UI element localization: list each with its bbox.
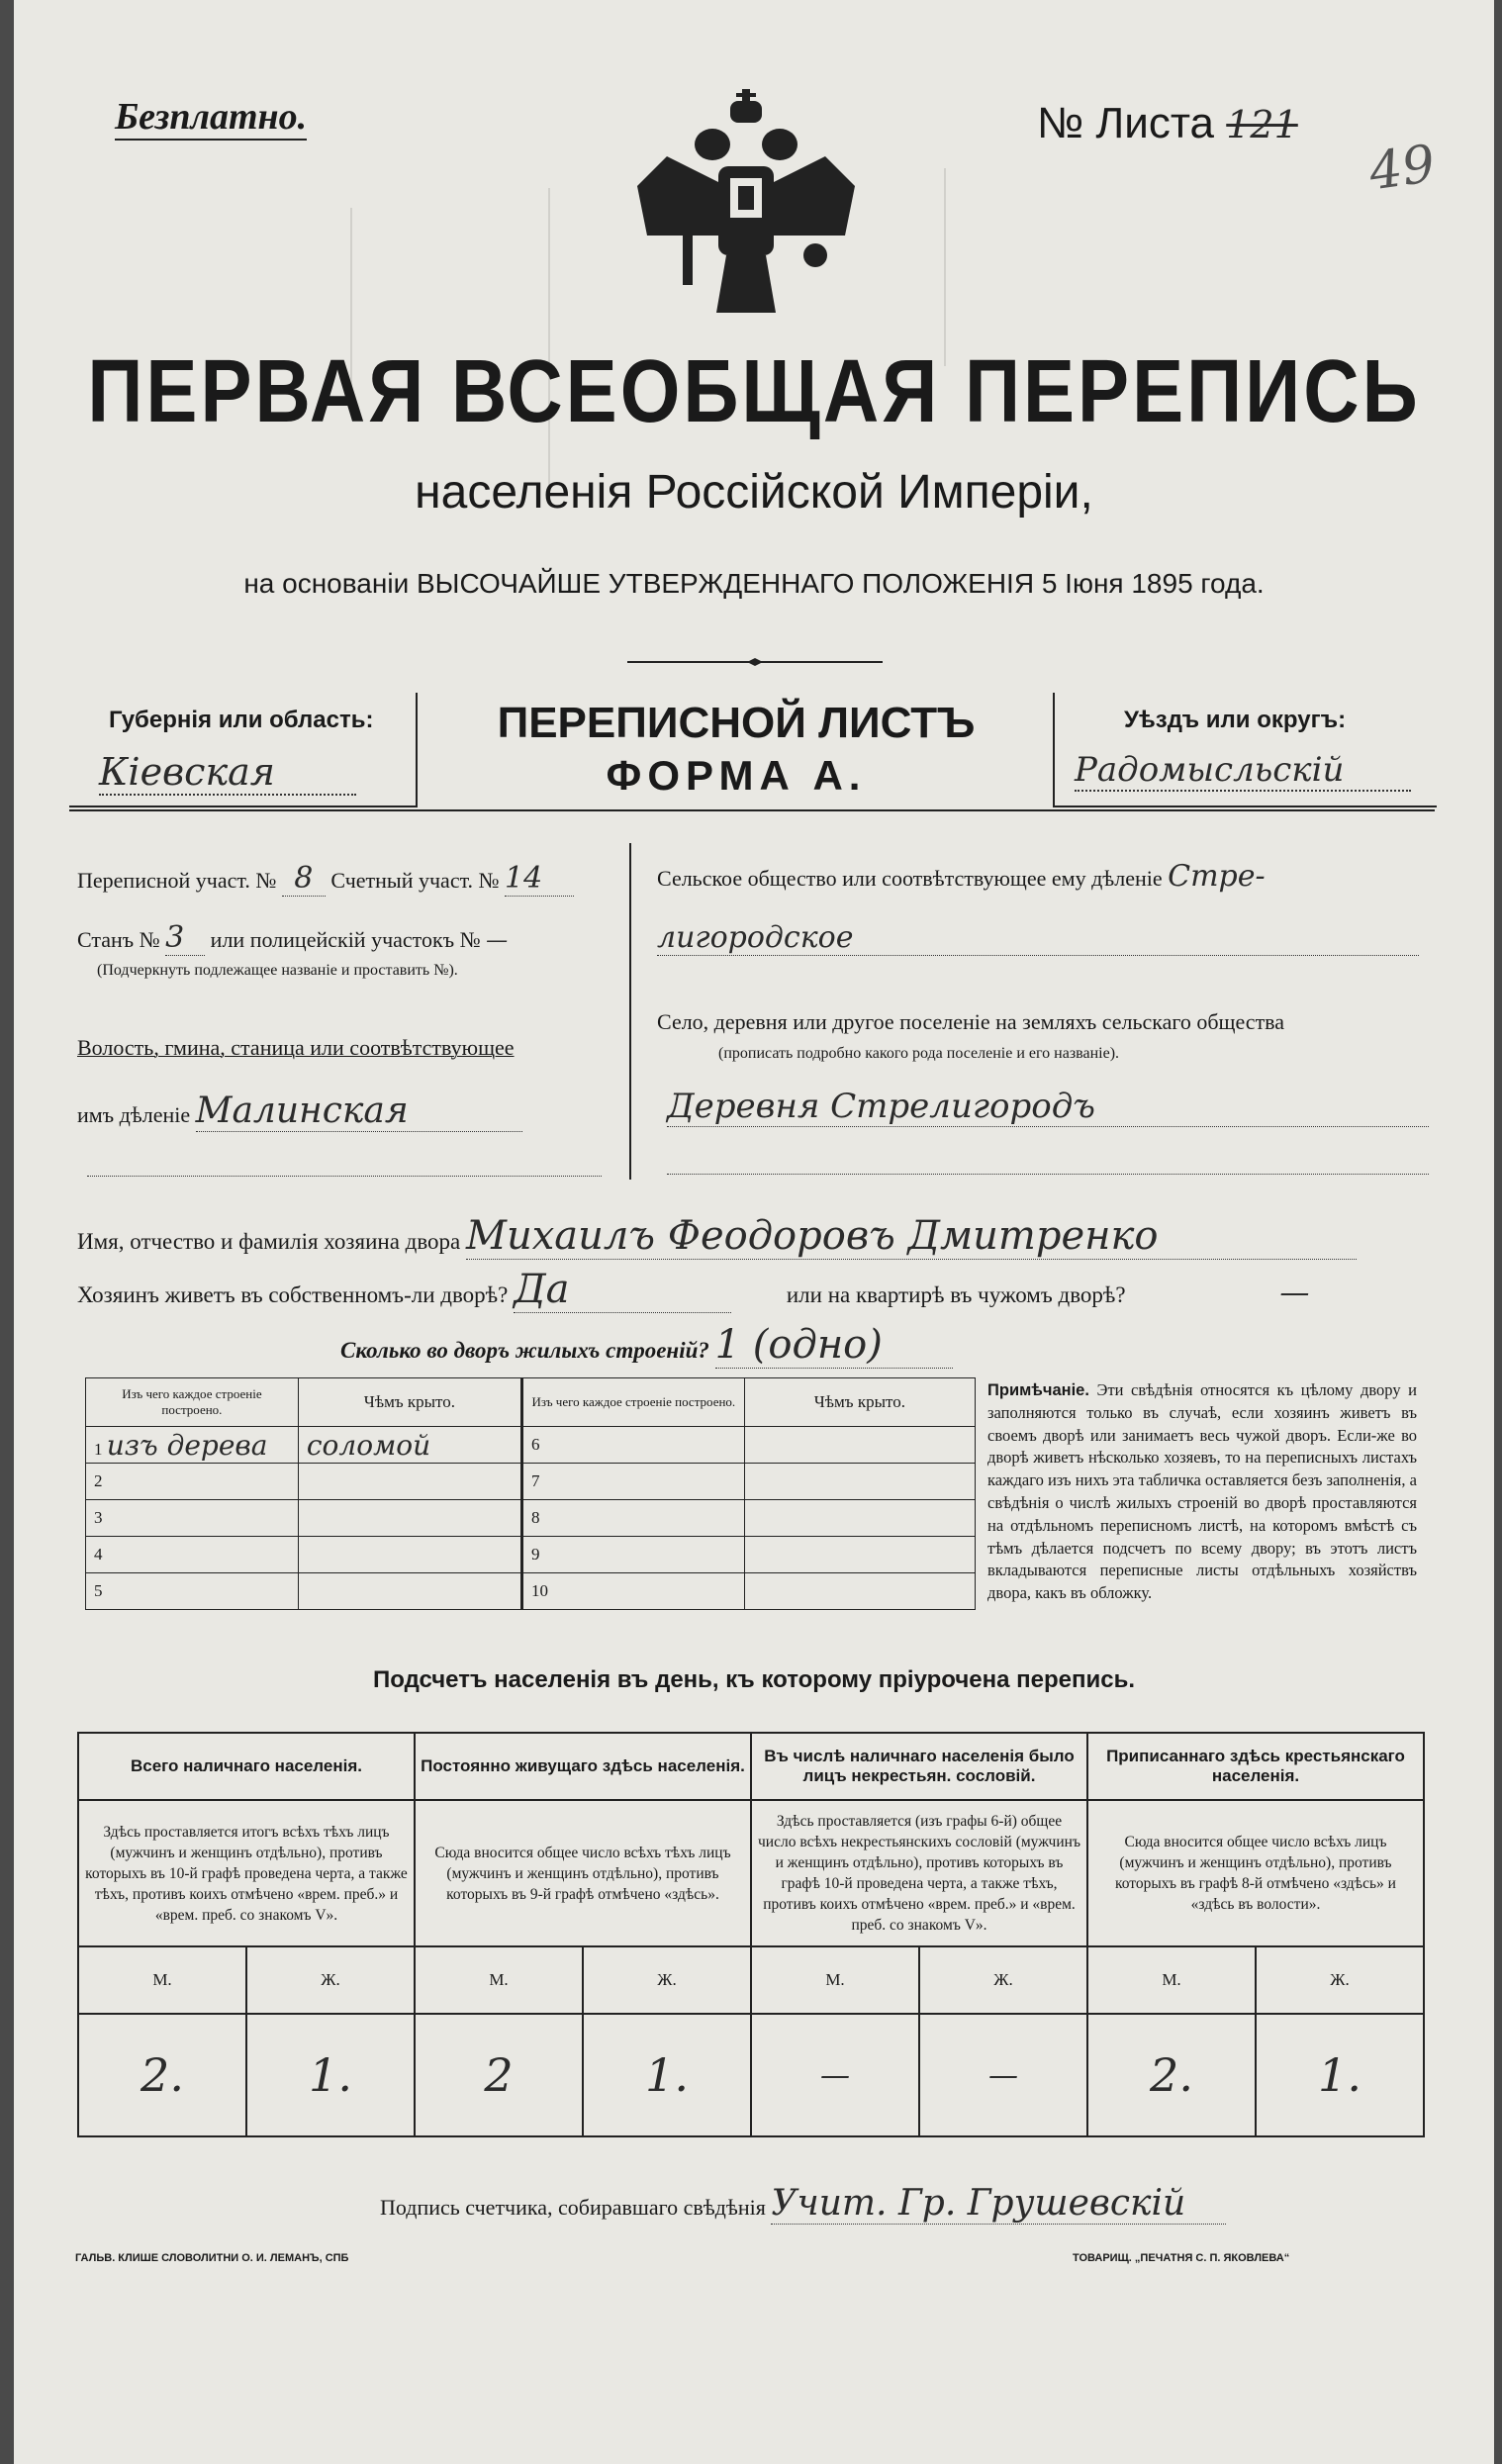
row-number: 7: [521, 1464, 744, 1500]
row-roof: [298, 1537, 521, 1573]
volost-label-1: Волость, гмина, станица или соотвѣтствующее: [77, 1035, 515, 1060]
row-roof: [744, 1573, 975, 1610]
own-yard-row: [77, 1267, 1309, 1313]
permanent-male-value: 2: [415, 2014, 583, 2136]
buildings-col-material: Изъ чего каждое строеніе построено.: [86, 1378, 299, 1427]
female-label: Ж.: [919, 1946, 1087, 2014]
buildings-count-label: Сколько во дворъ жилыхъ строеній?: [340, 1338, 709, 1363]
sheet-number: [1037, 99, 1298, 148]
group-desc-permanent: Сюда вносится общее число всѣхъ тѣхъ лицъ (мужчинъ и женщинъ отдѣльно), противъ которыхъ въ 9-й графѣ отмѣчено «здѣсь».: [415, 1800, 751, 1946]
registered-male-value: 2.: [1087, 2014, 1256, 2136]
row-number: 8: [521, 1500, 744, 1537]
present-female-value: 1.: [246, 2014, 415, 2136]
province-label: Губернія или область:: [109, 707, 374, 733]
province-box: [69, 693, 418, 807]
note-title: Примѣчаніе.: [987, 1381, 1089, 1399]
row-number: 1: [94, 1439, 103, 1459]
table-row: [86, 1573, 976, 1610]
volost-blank-line: [87, 1176, 602, 1177]
footer-right: ТОВАРИЩ. „ПЕЧАТНЯ С. П. ЯКОВЛЕВА“: [1073, 2252, 1290, 2264]
province-value: Кіевская: [99, 750, 356, 796]
buildings-count-value: 1 (одно): [715, 1322, 953, 1369]
row-roof: [298, 1464, 521, 1500]
table-row: [86, 1500, 976, 1537]
signature-value: Учит. Гр. Грушевскій: [771, 2183, 1226, 2225]
owner-name-row: [77, 1213, 1357, 1260]
group-title-permanent: Постоянно живущаго здѣсь населенія.: [415, 1733, 751, 1800]
present-male-value: 2.: [78, 2014, 246, 2136]
buildings-col-material-2: Изъ чего каждое строеніе построено.: [521, 1378, 744, 1427]
column-divider: [629, 843, 631, 1180]
row-number: 10: [521, 1573, 744, 1610]
imperial-eagle-emblem: [627, 87, 865, 325]
census-area-label: Переписной участ. №: [77, 868, 277, 893]
sheet-number-value: 121: [1226, 103, 1298, 146]
volost-value: Малинская: [196, 1090, 522, 1132]
buildings-col-roof: Чѣмъ крыто.: [298, 1378, 521, 1427]
count-area-value: 14: [505, 861, 574, 897]
buildings-col-roof-2: Чѣмъ крыто.: [744, 1378, 975, 1427]
subtitle: населенія Россійской Имперіи,: [415, 466, 1093, 519]
own-yard-label: Хозяинъ живетъ въ собственномъ-ли дворѣ?: [77, 1282, 509, 1307]
row-roof: [298, 1500, 521, 1537]
female-label: Ж.: [1256, 1946, 1424, 2014]
owner-name-label: Имя, отчество и фамилія хозяина двора: [77, 1229, 461, 1254]
table-row: [86, 1537, 976, 1573]
nonpeasant-female-value: —: [919, 2014, 1087, 2136]
table-row: [86, 1427, 976, 1464]
population-table: [77, 1732, 1425, 2137]
archive-page-number: 49: [1365, 134, 1440, 203]
village-blank-line: [667, 1174, 1429, 1175]
society-value-1: Стре-: [1168, 859, 1266, 894]
note-block: [987, 1379, 1417, 1605]
footer-left: ГАЛЬВ. КЛИШЕ СЛОВОЛИТНИ О. И. ЛЕМАНЪ, СПБ: [75, 2252, 349, 2264]
row-number: 9: [521, 1537, 744, 1573]
group-desc-nonpeasant: Здѣсь проставляется (изъ графы 6-й) общее число всѣхъ некрестьянскихъ сословій (мужчинъ и женщинъ отдѣльно), противъ которыхъ въ графѣ 10-й проведена черта, а также тѣхъ, противъ коихъ отмѣчено «врем. преб.» и «врем. преб. со знакомъ V».: [751, 1800, 1087, 1946]
registered-female-value: 1.: [1256, 2014, 1424, 2136]
group-desc-present: Здѣсь проставляется итогъ всѣхъ тѣхъ лицъ (мужчинъ и женщинъ отдѣльно), противъ которыхъ въ 10-й графѣ проведена черта, а также тѣхъ, противъ коихъ отмѣчено «врем. преб.» и «врем. преб. со знакомъ V».: [78, 1800, 415, 1946]
census-area-value: 8: [282, 861, 326, 897]
row-number: 2: [86, 1464, 299, 1500]
table-row: [86, 1464, 976, 1500]
stan-row: [77, 920, 545, 956]
group-title-registered: Приписаннаго здѣсь крестьянскаго населенія.: [1087, 1733, 1424, 1800]
male-label: М.: [751, 1946, 919, 2014]
row-number: 6: [521, 1427, 744, 1464]
male-label: М.: [1087, 1946, 1256, 2014]
group-title-present: Всего наличнаго населенія.: [78, 1733, 415, 1800]
census-sheet: [14, 0, 1494, 2464]
sheet-number-label: № Листа: [1037, 99, 1215, 147]
stan-value: 3: [165, 920, 205, 956]
stan-label: Станъ №: [77, 927, 160, 952]
row-number: 4: [86, 1537, 299, 1573]
owner-name-value: Михаилъ Феодоровъ Дмитренко: [466, 1213, 1357, 1260]
permanent-female-value: 1.: [583, 2014, 751, 2136]
district-label: Уѣздъ или округъ:: [1124, 707, 1347, 733]
police-value: —: [486, 928, 509, 953]
village-label: Село, деревня или другое поселеніе на земляхъ сельскаго общества: [657, 1009, 1285, 1034]
society-value-2: лигородское: [657, 920, 1419, 956]
row-roof: [744, 1500, 975, 1537]
male-label: М.: [415, 1946, 583, 2014]
row-roof: соломой: [298, 1427, 521, 1464]
group-title-nonpeasant: Въ числѣ наличнаго населенія было лицъ некрестьян. сословій.: [751, 1733, 1087, 1800]
village-note: (прописать подробно какого рода поселеніе и его названіе).: [718, 1045, 1120, 1062]
row-number: 3: [86, 1500, 299, 1537]
legal-basis: на основаніи ВЫСОЧАЙШЕ УТВЕРЖДЕННАГО ПОЛОЖЕНІЯ 5 Іюня 1895 года.: [243, 568, 1265, 599]
buildings-count-row: [340, 1322, 953, 1369]
signature-label: Подпись счетчика, собиравшаго свѣдѣнія: [380, 2195, 766, 2220]
row-roof: [744, 1464, 975, 1500]
society-label: Сельское общество или соотвѣтствующее ему дѣленіе: [657, 866, 1163, 891]
signature-row: [380, 2183, 1226, 2225]
rented-value: —: [1279, 1276, 1310, 1310]
population-heading: Подсчетъ населенія въ день, къ которому пріурочена перепись.: [373, 1666, 1135, 1693]
row-roof: [744, 1427, 975, 1464]
census-area-row: [77, 861, 574, 897]
form-title-line1: ПЕРЕПИСНОЙ ЛИСТЪ: [497, 699, 976, 747]
section-rule: [69, 809, 1435, 811]
village-value: Деревня Стрелигородъ: [667, 1087, 1429, 1127]
police-label: или полицейскій участокъ №: [210, 927, 481, 952]
male-label: М.: [78, 1946, 246, 2014]
row-material: изъ дерева: [106, 1428, 268, 1462]
volost-label-2: имъ дѣленіе: [77, 1102, 191, 1127]
nonpeasant-male-value: —: [751, 2014, 919, 2136]
district-value: Радомысльскій: [1075, 750, 1411, 792]
form-title: [420, 699, 1053, 800]
free-label: Безплатно.: [115, 95, 307, 141]
female-label: Ж.: [583, 1946, 751, 2014]
form-title-line2: ФОРМА А.: [606, 752, 867, 799]
rented-label: или на квартирѣ въ чужомъ дворѣ?: [786, 1282, 1126, 1307]
buildings-table: [85, 1377, 976, 1610]
female-label: Ж.: [246, 1946, 415, 2014]
main-title: ПЕРВАЯ ВСЕОБЩАЯ ПЕРЕПИСЬ: [87, 340, 1421, 441]
row-number: 5: [86, 1573, 299, 1610]
row-roof: [298, 1573, 521, 1610]
district-box: [1053, 693, 1437, 807]
note-text: Эти свѣдѣнія относятся къ цѣлому двору и заполняются только въ случаѣ, если хозяинъ живетъ въ своемъ дворѣ или занимаетъ весь чужой дворъ. Если-же во дворѣ живетъ нѣсколько хозяевъ, то на переписныхъ листахъ каждаго изъ нихъ эта табличка оставляется безъ заполненія, а свѣдѣнія о числѣ жилыхъ строеній во дворѣ проставляются на отдѣльномъ переписномъ листѣ, на которомъ вмѣстѣ съ тѣмъ дѣлается подсчетъ по всему двору; въ этотъ листъ вкладываются переписные листы отдѣльныхъ хозяйствъ двора, какъ въ обложку.: [987, 1380, 1417, 1603]
ornamental-divider: [627, 653, 883, 661]
count-area-label: Счетный участ. №: [330, 868, 500, 893]
underline-note: (Подчеркнуть подлежащее названіе и проставить №).: [97, 962, 458, 979]
society-row: [657, 859, 1266, 894]
own-yard-value: Да: [514, 1267, 731, 1313]
volost-row: [77, 1090, 522, 1132]
row-roof: [744, 1537, 975, 1573]
group-desc-registered: Сюда вносится общее число всѣхъ лицъ (мужчинъ и женщинъ отдѣльно), противъ которыхъ въ графѣ 8-й отмѣчено «здѣсь» и «здѣсь въ волости».: [1087, 1800, 1424, 1946]
